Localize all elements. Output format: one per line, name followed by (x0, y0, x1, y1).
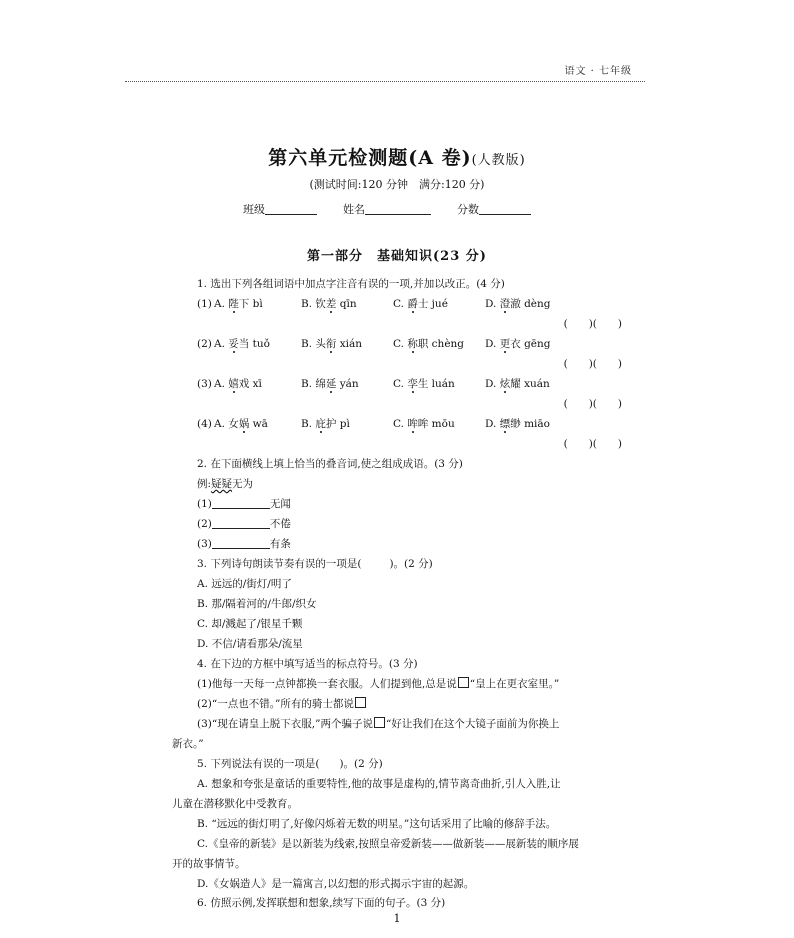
dotted-character: 缥 (499, 418, 511, 430)
q6-stem: 6. 仿照示例,发挥联想和想象,续写下面的句子。(3 分) (197, 897, 446, 909)
q2-stem: 2. 在下面横线上填上恰当的叠音词,使之组成成语。(3 分) (197, 458, 463, 470)
option-prefix: A. (214, 298, 229, 310)
q2-example-label: 例: (197, 478, 212, 490)
q4-line-3-text: (3)“现在请皇上脱下衣服,”两个骗子说 (197, 718, 373, 730)
option-pinyin: 衣 gēng (510, 338, 551, 350)
q1-answer-parens[interactable]: ( )( ) (563, 398, 622, 410)
option-prefix: C. (393, 418, 408, 430)
q5-option-c: C.《皇帝的新装》是以新装为线索,按照皇帝爱新装——做新装——展新装的顺序展 (197, 838, 579, 850)
score-field (457, 201, 531, 217)
q5-option-d: D.《女娲造人》是一篇寓言,以幻想的形式揭示宇宙的起源。 (197, 878, 475, 890)
q1-option-b (301, 337, 362, 351)
q4-line-3-quote: “好让我们在这个大镜子面前为你换上 (385, 718, 560, 730)
q4-line-3 (197, 717, 559, 731)
q1-option-d (485, 297, 551, 311)
q4-line-1-text: (1)他每一天每一点钟都换一套衣服。人们提到他,总是说 (197, 678, 457, 690)
option-prefix: B. 头 (301, 338, 326, 350)
q1-option-a (214, 417, 268, 431)
dotted-character: 娲 (238, 418, 250, 430)
q2-item-num: (1) (197, 498, 212, 510)
q1-option-d (485, 417, 550, 431)
option-prefix: D. (485, 418, 500, 430)
option-pinyin: 澈 dèng (510, 298, 551, 310)
score-blank[interactable] (479, 214, 531, 215)
q4-line-1 (197, 677, 559, 691)
q1-group (0, 297, 794, 311)
name-blank[interactable] (365, 214, 431, 215)
option-pinyin: 职 chèng (417, 338, 465, 350)
q2-answer-blank[interactable] (212, 548, 270, 549)
q3-stem-a: 3. 下列诗句朗读节奏有误的一项是( (197, 558, 362, 570)
q2-item (197, 517, 291, 531)
q5-stem-b: )。(2 分) (339, 758, 383, 770)
page-number: 1 (393, 912, 401, 925)
option-prefix: C. (393, 338, 408, 350)
q5-stem-a: 5. 下列说法有误的一项是( (197, 758, 320, 770)
q3-stem-b: )。(2 分) (389, 558, 433, 570)
option-pinyin: 耀 xuán (510, 378, 550, 390)
q1-option-b (301, 417, 350, 431)
q2-item (197, 497, 291, 511)
q3-option: B. 那/隔着河的/牛郎/织女 (197, 598, 317, 610)
q1-answer-parens[interactable]: ( )( ) (563, 358, 622, 370)
q1-option-c (393, 377, 455, 391)
option-prefix: A. (214, 378, 229, 390)
option-pinyin: xián (336, 338, 363, 350)
dotted-character: 衔 (325, 338, 337, 350)
dotted-character: 陛 (228, 298, 239, 310)
dotted-character: 称 (407, 338, 418, 350)
score-label: 分数 (457, 203, 479, 216)
q2-item-rest: 不倦 (269, 518, 291, 530)
name-field (343, 201, 431, 217)
dotted-character: 延 (325, 378, 337, 390)
dotted-character: 庇 (315, 418, 326, 430)
dotted-character: 妥 (228, 338, 239, 350)
class-field (243, 201, 317, 217)
q4-line-2-text: (2)“一点也不错。”所有的骑士都说 (197, 698, 354, 710)
class-label: 班级 (243, 203, 265, 216)
q2-item-num: (2) (197, 518, 212, 530)
option-pinyin: 士 jué (417, 298, 448, 310)
q3-option: D. 不信/请看那朵/流星 (197, 638, 303, 650)
q4-stem: 4. 在下边的方框中填写适当的标点符号。(3 分) (197, 658, 418, 670)
title-main: 第六单元检测题(A 卷) (268, 147, 472, 169)
punctuation-box[interactable] (374, 717, 385, 728)
q1-answer-parens[interactable]: ( )( ) (563, 318, 622, 330)
option-prefix: C. (393, 378, 408, 390)
dotted-character: 澄 (499, 298, 511, 310)
q1-group-number: (3) (197, 378, 212, 390)
dotted-character: 更 (499, 338, 511, 350)
q1-option-c (393, 297, 448, 311)
dotted-character: 炫 (499, 378, 511, 390)
option-prefix: D. (485, 298, 500, 310)
option-pinyin: wā (249, 418, 268, 430)
option-prefix: D. (485, 378, 500, 390)
option-pinyin: 护 pì (325, 418, 350, 430)
option-prefix: C. (393, 298, 408, 310)
q1-answer-parens[interactable]: ( )( ) (563, 438, 622, 450)
q3-stem (197, 557, 433, 571)
header-divider (125, 81, 645, 82)
header-label: 语文 · 七年级 (564, 66, 632, 77)
dotted-character: 孪 (407, 378, 418, 390)
q4-line-2 (197, 697, 367, 711)
class-blank[interactable] (265, 214, 317, 215)
option-prefix: A. 女 (214, 418, 239, 430)
q1-group-number: (2) (197, 338, 212, 350)
option-prefix: A. (214, 338, 229, 350)
page-title (0, 143, 794, 170)
dotted-character: 差 (325, 298, 337, 310)
student-info (243, 201, 531, 217)
option-pinyin: 缈 miāo (510, 418, 550, 430)
q1-option-c (393, 337, 464, 351)
option-prefix: B. 绵 (301, 378, 326, 390)
q1-stem: 1. 选出下列各组词语中加点字注音有误的一项,并加以改正。(4 分) (197, 278, 505, 290)
section-heading: 第一部分 基础知识(23 分) (307, 249, 487, 264)
option-pinyin: 生 luán (417, 378, 455, 390)
dotted-character: 爵 (407, 298, 418, 310)
title-edition: (人教版) (471, 153, 526, 168)
option-pinyin: 哞 mōu (417, 418, 455, 430)
q2-example (197, 477, 253, 491)
q1-group (0, 377, 794, 391)
q2-example-underlined: 疑疑 (211, 478, 233, 490)
q1-group-number: (4) (197, 418, 212, 430)
option-prefix: D. (485, 338, 500, 350)
q1-option-a (214, 337, 270, 351)
q2-item (197, 537, 291, 551)
q2-item-rest: 有条 (269, 538, 291, 550)
q4-line-3-cont: 新衣。” (172, 738, 204, 750)
q3-option: C. 却/溅起了/银星千颗 (197, 618, 303, 630)
q2-item-num: (3) (197, 538, 212, 550)
q2-example-rest: 无为 (232, 478, 254, 490)
option-pinyin: 戏 xī (238, 378, 262, 390)
option-pinyin: 下 bì (238, 298, 263, 310)
q5-option-a: A. 想象和夸张是童话的重要特性,他的故事是虚构的,情节离奇曲折,引人入胜,让 (197, 778, 561, 790)
q5-option-c-cont: 开的故事情节。 (172, 858, 246, 870)
q5-option-b: B. “远远的街灯明了,好像闪烁着无数的明星。”这句话采用了比喻的修辞手法。 (197, 818, 557, 830)
q5-stem (197, 757, 383, 771)
q1-group-number: (1) (197, 298, 212, 310)
punctuation-box[interactable] (458, 677, 469, 688)
q1-option-b (301, 377, 359, 391)
q4-line-1-quote: “皇上在更衣室里。” (469, 678, 560, 690)
q2-item-rest: 无闻 (269, 498, 291, 510)
option-pinyin: 当 tuǒ (238, 338, 270, 350)
q5-option-a-cont: 儿童在潜移默化中受教育。 (172, 798, 298, 810)
q1-option-b (301, 297, 357, 311)
dotted-character: 嬉 (228, 378, 239, 390)
q2-answer-blank[interactable] (212, 508, 270, 509)
q1-option-d (485, 377, 550, 391)
option-prefix: B. 钦 (301, 298, 326, 310)
q1-group (0, 417, 794, 431)
option-prefix: B. (301, 418, 316, 430)
dotted-character: 哞 (407, 418, 418, 430)
option-pinyin: qīn (336, 298, 357, 310)
option-pinyin: yán (336, 378, 359, 390)
q3-option: A. 远远的/街灯/明了 (197, 578, 292, 590)
q2-answer-blank[interactable] (212, 528, 270, 529)
q1-option-a (214, 377, 262, 391)
exam-subtitle: (测试时间:120 分钟 满分:120 分) (309, 178, 485, 191)
q1-option-c (393, 417, 455, 431)
name-label: 姓名 (343, 203, 365, 216)
q1-option-d (485, 337, 551, 351)
punctuation-box[interactable] (355, 697, 366, 708)
q1-option-a (214, 297, 263, 311)
q1-group (0, 337, 794, 351)
